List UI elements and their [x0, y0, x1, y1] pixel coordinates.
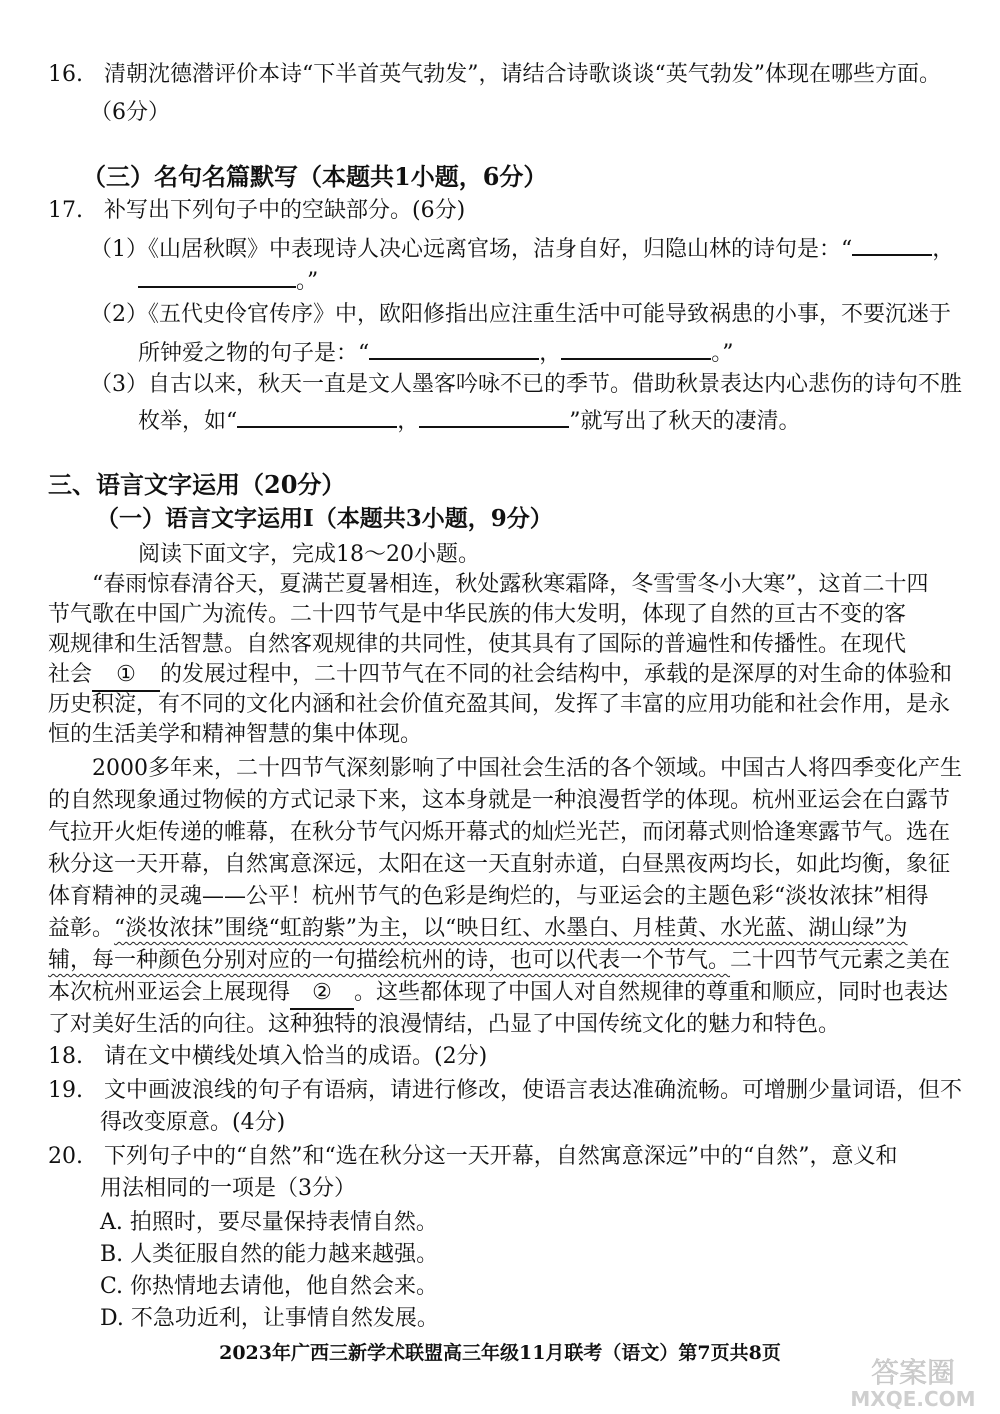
- q19-line1: [48, 1076, 962, 1106]
- q17-item3-end: ”就写出了秋天的凄清。: [569, 409, 801, 434]
- option-d[interactable]: D. 不急功近利，让事情自然发展。: [100, 1306, 439, 1331]
- q17-item1-line2: [138, 264, 318, 297]
- closing-quote: 。”: [296, 269, 319, 294]
- answer-blank[interactable]: [852, 232, 932, 256]
- passage-line: 历史积淀，有不同的文化内涵和社会价值充盈其间，发挥了丰富的应用功能和社会作用，是永: [48, 692, 951, 717]
- passage-line: 恒的生活美学和精神智慧的集中体现。: [48, 722, 423, 747]
- passage-line: 气拉开火炬传递的帷幕，在秋分节气闪烁开幕式的灿烂光芒，而闭幕式则恰逢寒露节气。选在: [48, 820, 951, 845]
- q17-item1-line1: [90, 232, 954, 265]
- passage-line: [48, 914, 908, 944]
- q17-line: [48, 196, 465, 226]
- subsection-heading: （一）语言文字运用Ⅰ（本题共3小题，9分）: [96, 505, 553, 532]
- passage-line: 2000多年来，二十四节气深刻影响了中国社会生活的各个领域。中国古人将四季变化产生: [92, 756, 962, 781]
- section-heading-memorize: （三）名句名篇默写（本题共1小题，6分）: [82, 162, 548, 191]
- fill-blank-2[interactable]: ②: [290, 978, 354, 1010]
- option-c[interactable]: C. 你热情地去请他，他自然会来。: [100, 1274, 439, 1299]
- answer-blank[interactable]: [561, 336, 711, 360]
- watermark-en: MXQE.COM: [850, 1387, 976, 1411]
- part-heading-language: 三、语言文字运用（20分）: [48, 470, 346, 499]
- q19-number: 19.: [48, 1078, 83, 1103]
- q19-text: 文中画波浪线的句子有语病，请进行修改，使语言表达准确流畅。可增删少量词语，但不: [104, 1078, 963, 1103]
- watermark-logo: [832, 1352, 994, 1412]
- passage-line: 了对美好生活的向往。这种独特的浪漫情结，凸显了中国传统文化的魅力和特色。: [48, 1012, 841, 1037]
- passage-line: 的自然现象通过物候的方式记录下来，这本身就是一种浪漫哲学的体现。杭州亚运会在白露节: [48, 788, 951, 813]
- passage-line: [48, 978, 948, 1010]
- wavy-underlined-sentence: 辅，每一种颜色分别对应的一句描绘杭州的诗，也可以代表一个节气。: [48, 948, 731, 973]
- q18-text: 请在文中横线处填入恰当的成语。(2分): [104, 1044, 488, 1069]
- reading-instruction: 阅读下面文字，完成18～20小题。: [138, 542, 480, 567]
- q18-number: 18.: [48, 1044, 83, 1069]
- q20-number: 20.: [48, 1144, 83, 1169]
- fill-blank-1[interactable]: ①: [92, 660, 160, 692]
- passage-text: 社会: [48, 662, 93, 687]
- option-a[interactable]: A. 拍照时，要尽量保持表情自然。: [100, 1210, 438, 1235]
- closing-quote: 。”: [711, 341, 734, 366]
- answer-blank[interactable]: [138, 264, 296, 288]
- passage-text: 。这些都体现了中国人对自然规律的尊重和顺应，同时也表达: [354, 980, 949, 1005]
- option-b[interactable]: B. 人类征服自然的能力越来越强。: [100, 1242, 439, 1267]
- passage-line: 秋分这一天开幕，自然寓意深远，太阳在这一天直射赤道，白昼黑夜两均长，如此均衡，象征: [48, 852, 951, 877]
- passage-text: 本次杭州亚运会上展现得: [48, 980, 291, 1005]
- q16-number: 16.: [48, 62, 83, 87]
- q16-line1: [48, 60, 941, 90]
- watermark-cn: 答案圈: [870, 1356, 956, 1389]
- answer-blank[interactable]: [237, 404, 397, 428]
- q18-line: [48, 1042, 487, 1072]
- q20-line1: [48, 1142, 898, 1172]
- wavy-underlined-sentence: “淡妆浓抹”围绕“虹韵紫”为主，以“映日红、水墨白、月桂黄、水光蓝、湖山绿”为: [114, 916, 908, 941]
- q17-item2-line1: （2）《五代史伶官传序》中，欧阳修指出应注重生活中可能导致祸患的小事，不要沉迷于: [90, 302, 952, 327]
- q20-text: 下列句子中的“自然”和“选在秋分这一天开幕，自然寓意深远”中的“自然”，意义和: [104, 1144, 898, 1169]
- q17-number: 17.: [48, 198, 83, 223]
- q20-line2: 用法相同的一项是（3分）: [100, 1176, 356, 1201]
- answer-blank[interactable]: [419, 404, 569, 428]
- q17-item2-text: 所钟爱之物的句子是：“: [138, 341, 370, 366]
- passage-text: 益彰。: [48, 916, 115, 941]
- q17-item1-text: （1）《山居秋暝》中表现诗人决心远离官场，洁身自好，归隐山林的诗句是：“: [90, 237, 853, 262]
- passage-line: [48, 946, 950, 976]
- q17-item3-line1: （3）自古以来，秋天一直是文人墨客吟咏不已的季节。借助秋景表达内心悲伤的诗句不胜: [90, 372, 963, 397]
- q17-item3-line2: [138, 404, 801, 437]
- passage-line: 体育精神的灵魂——公平！杭州节气的色彩是绚烂的，与亚运会的主题色彩“淡妆浓抹”相得: [48, 884, 929, 909]
- passage-text: 的发展过程中，二十四节气在不同的社会结构中，承载的是深厚的对生命的体验和: [160, 662, 953, 687]
- passage-line: [48, 660, 952, 692]
- passage-line: “春雨惊春清谷天，夏满芒夏暑相连，秋处露秋寒霜降，冬雪雪冬小大寒”，这首二十四: [92, 572, 929, 597]
- answer-blank[interactable]: [369, 336, 539, 360]
- q17-item2-line2: [138, 336, 734, 369]
- passage-line: 节气歌在中国广为流传。二十四节气是中华民族的伟大发明，体现了自然的亘古不变的客: [48, 602, 907, 627]
- q16-score: （6分）: [90, 100, 170, 125]
- passage-text: 二十四节气元素之美在: [730, 948, 951, 973]
- q17-item3-text: 枚举，如“: [138, 409, 238, 434]
- page-footer: 2023年广西三新学术联盟高三年级11月联考（语文）第7页共8页: [219, 1342, 781, 1364]
- comma: ，: [397, 409, 420, 434]
- q17-text: 补写出下列句子中的空缺部分。(6分): [104, 198, 466, 223]
- passage-line: 观规律和生活智慧。自然客观规律的共同性，使其具有了国际的普遍性和传播性。在现代: [48, 632, 907, 657]
- comma: ，: [539, 341, 562, 366]
- q16-text: 清朝沈德潜评价本诗“下半首英气勃发”，请结合诗歌谈谈“英气勃发”体现在哪些方面。: [104, 62, 941, 87]
- comma: ，: [932, 237, 955, 262]
- q19-line2: 得改变原意。(4分): [100, 1110, 286, 1135]
